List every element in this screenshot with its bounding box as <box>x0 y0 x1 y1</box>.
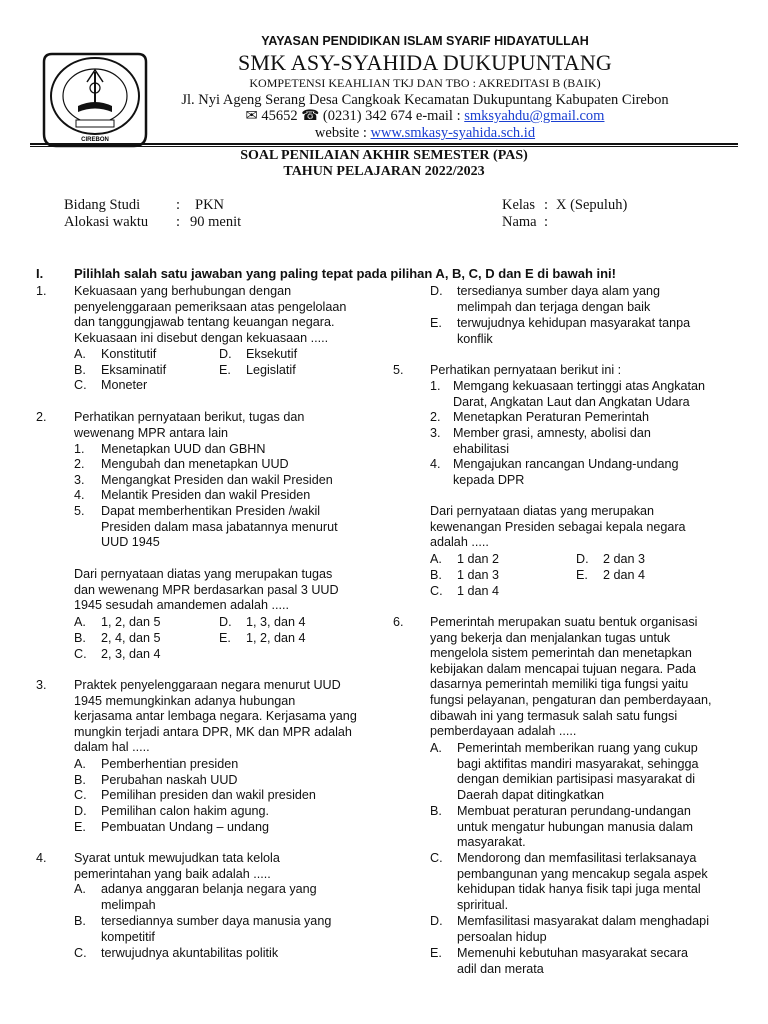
postal-code: 45652 <box>261 108 298 124</box>
list-item: Menetapkan Peraturan Pemerintah <box>453 410 650 424</box>
option-text: 1 dan 4 <box>457 584 500 598</box>
option-text: 1, 2, dan 5 <box>101 615 161 629</box>
list-item: Dapat memberhentikan Presiden /wakil Presiden dalam masa jabatannya menurut UUD 1945 <box>101 504 338 550</box>
list-number: 2. <box>430 410 441 424</box>
option-letter: B. <box>430 804 442 818</box>
question-4-text: Syarat untuk mewujudkan tata kelola pemerintahan yang baik adalah ..... <box>74 851 280 881</box>
colon: : <box>544 214 549 230</box>
phone-icon: ☎ <box>301 108 320 124</box>
exam-year: TAHUN PELAJARAN 2022/2023 <box>283 164 485 179</box>
question-5-text: Perhatikan pernyataan berikut ini : <box>430 363 622 377</box>
option-text: 1, 3, dan 4 <box>246 615 306 629</box>
list-item: Melantik Presiden dan wakil Presiden <box>101 488 311 502</box>
option-text: Pemerintah memberikan ruang yang cukup bagi aktifitas mandiri masyarakat, sehingga dengan demikian partisipasi masyarakat di Daerah dapat ditingkatkan <box>457 741 699 802</box>
name-label: Nama <box>502 214 537 230</box>
option-text: Membuat peraturan perundang-undangan untuk mengatur hubungan manusia dalam masyarakat. <box>457 804 693 850</box>
option-letter: D. <box>74 804 87 818</box>
question-number: 3. <box>36 678 47 692</box>
option-letter: C. <box>430 851 443 865</box>
option-text: Mendorong dan memfasilitasi terlaksanaya pembangunan yang mencakup segala aspek kehidupan tidak hanya fisik tapi juga mental spriritual. <box>457 851 708 912</box>
option-text: 2, 4, dan 5 <box>101 631 161 645</box>
option-letter: D. <box>219 347 232 361</box>
list-number: 2. <box>74 457 85 471</box>
option-letter: B. <box>74 631 86 645</box>
option-letter: D. <box>219 615 232 629</box>
subject-label: Bidang Studi <box>64 197 141 213</box>
option-letter: E. <box>430 316 442 330</box>
email-link[interactable]: smksyahdu@gmail.com <box>464 108 605 124</box>
class-label: Kelas <box>502 197 536 213</box>
exam-title: SOAL PENILAIAN AKHIR SEMESTER (PAS) <box>240 148 528 163</box>
school-name: SMK ASY-SYAHIDA DUKUPUNTANG <box>237 50 613 75</box>
list-number: 3. <box>430 426 441 440</box>
option-letter: E. <box>430 946 442 960</box>
option-text: Pemilihan calon hakim agung. <box>101 804 270 818</box>
list-number: 4. <box>430 457 441 471</box>
option-letter: E. <box>219 631 231 645</box>
option-text: terwujudnya kehidupan masyarakat tanpa konflik <box>457 316 691 346</box>
subject-value: PKN <box>195 197 225 213</box>
website-link[interactable]: www.smkasy-syahida.sch.id <box>370 125 536 141</box>
option-text: Legislatif <box>246 363 296 377</box>
option-letter: A. <box>74 757 86 771</box>
time-label: Alokasi waktu <box>64 214 149 230</box>
question-1-text: Kekuasaan yang berhubungan dengan penyelenggaraan pemeriksaan atas pengelolaan dan tanggungjawab tentang keuangan negara. Kekuasaan ini disebut dengan kekuasaan ..... <box>74 284 347 345</box>
option-text: Memenuhi kebutuhan masyarakat secara adil dan merata <box>457 946 689 976</box>
class-value: X (Sepuluh) <box>556 197 628 213</box>
option-text: adanya anggaran belanja negara yang melimpah <box>101 882 317 912</box>
option-letter: C. <box>74 378 87 392</box>
email-label: e-mail : <box>415 108 461 124</box>
contact-line <box>100 108 750 125</box>
option-letter: D. <box>430 914 443 928</box>
option-letter: B. <box>74 363 86 377</box>
list-number: 4. <box>74 488 85 502</box>
option-letter: E. <box>74 820 86 834</box>
question-number: 5. <box>393 363 404 377</box>
list-number: 3. <box>74 473 85 487</box>
question-2-text: Perhatikan pernyataan berikut, tugas dan wewenang MPR antara lain <box>74 410 305 440</box>
list-item: Mengubah dan menetapkan UUD <box>101 457 289 471</box>
option-letter: E. <box>219 363 231 377</box>
list-item: Mengangkat Presiden dan wakil Presiden <box>101 473 333 487</box>
option-letter: B. <box>74 914 86 928</box>
colon: : <box>176 214 181 230</box>
colon: : <box>176 197 181 213</box>
colon: : <box>544 197 549 213</box>
option-letter: D. <box>576 552 589 566</box>
option-text: 1, 2, dan 4 <box>246 631 306 645</box>
option-text: tersedianya sumber daya alam yang melimpah dan terjaga dengan baik <box>457 284 661 314</box>
option-text: Pemilihan presiden dan wakil presiden <box>101 788 316 802</box>
option-text: Pemberhentian presiden <box>101 757 239 771</box>
option-letter: D. <box>430 284 443 298</box>
time-value: 90 menit <box>190 214 242 230</box>
list-item: Memgang kekuasaan tertinggi atas Angkatan Darat, Angkatan Laut dan Angkatan Udara <box>453 379 706 409</box>
question-number: 1. <box>36 284 47 298</box>
option-text: Perubahan naskah UUD <box>101 773 238 787</box>
option-letter: A. <box>74 615 86 629</box>
option-letter: C. <box>74 946 87 960</box>
option-letter: A. <box>430 552 442 566</box>
question-2-prompt: Dari pernyataan diatas yang merupakan tugas dan wewenang MPR berdasarkan pasal 3 UUD 1945 sesudah amandemen adalah ..... <box>74 567 339 613</box>
list-number: 5. <box>74 504 85 518</box>
list-item: Mengajukan rancangan Undang-undang kepada DPR <box>453 457 679 487</box>
option-text: 2 dan 3 <box>603 552 646 566</box>
option-letter: C. <box>430 584 443 598</box>
list-item: Menetapkan UUD dan GBHN <box>101 442 266 456</box>
option-letter: A. <box>74 347 86 361</box>
section-instruction: Pilihlah salah satu jawaban yang paling tepat pada pilihan A, B, C, D dan E di bawah ini! <box>74 266 616 281</box>
foundation-name: YAYASAN PENDIDIKAN ISLAM SYARIF HIDAYATULLAH <box>261 34 589 48</box>
option-letter: E. <box>576 568 588 582</box>
option-text: Moneter <box>101 378 148 392</box>
option-letter: A. <box>430 741 442 755</box>
list-number: 1. <box>430 379 441 393</box>
mail-icon: ✉ <box>245 108 258 124</box>
option-letter: A. <box>74 882 86 896</box>
option-text: 2 dan 4 <box>603 568 646 582</box>
option-letter: C. <box>74 788 87 802</box>
list-number: 1. <box>74 442 85 456</box>
header-divider-thin <box>30 146 738 147</box>
logo-text: CIREBON <box>81 137 109 143</box>
option-letter: B. <box>430 568 442 582</box>
question-number: 2. <box>36 410 47 424</box>
option-text: 1 dan 3 <box>457 568 500 582</box>
header-divider <box>30 143 738 145</box>
website-line <box>100 125 750 142</box>
option-text: 1 dan 2 <box>457 552 500 566</box>
website-label: website : <box>314 125 367 141</box>
option-letter: B. <box>74 773 86 787</box>
question-number: 4. <box>36 851 47 865</box>
option-text: terwujudnya akuntabilitas politik <box>101 946 279 960</box>
section-number: I. <box>36 266 44 281</box>
option-text: tersediannya sumber daya manusia yang kompetitif <box>101 914 332 944</box>
option-text: Eksaminatif <box>101 363 167 377</box>
list-item: Member grasi, amnesty, abolisi dan ehabilitasi <box>453 426 651 456</box>
option-text: 2, 3, dan 4 <box>101 647 161 661</box>
option-letter: C. <box>74 647 87 661</box>
competency-line: KOMPETENSI KEAHLIAN TKJ DAN TBO : AKREDITASI B (BAIK) <box>249 76 601 90</box>
question-3-text: Praktek penyelenggaraan negara menurut UUD 1945 memungkinkan adanya hubungan kerjasama antar lembaga negara. Kerjasama yang mungkin terjadi antara DPR, MK dan MPR adalah dalam hal ..... <box>74 678 357 755</box>
option-text: Memfasilitasi masyarakat dalam menghadapi persoalan hidup <box>457 914 709 944</box>
phone-number: (0231) 342 674 <box>322 108 413 124</box>
question-number: 6. <box>393 615 404 629</box>
question-5-prompt: Dari pernyataan diatas yang merupakan kewenangan Presiden sebagai kepala negara adalah ..... <box>430 504 686 550</box>
option-text: Pembuatan Undang – undang <box>101 820 270 834</box>
option-text: Eksekutif <box>246 347 298 361</box>
school-address: Jl. Nyi Ageng Serang Desa Cangkoak Kecamatan Dukupuntang Kabupaten Cirebon <box>181 92 669 108</box>
option-text: Konstitutif <box>101 347 157 361</box>
question-6-text: Pemerintah merupakan suatu bentuk organisasi yang bekerja dan menjalankan tugas untuk mengelola sistem pemerintah dan menetapkan kebijakan dalam mencapai tujuan negara. Pada dasarnya pemerintah memiliki tiga fungsi yaitu fungsi pelayanan, pengaturan dan pemberdayaan, dibawah ini yang termasuk salah satu fungsi pemberdayaan adalah ..... <box>430 615 712 739</box>
